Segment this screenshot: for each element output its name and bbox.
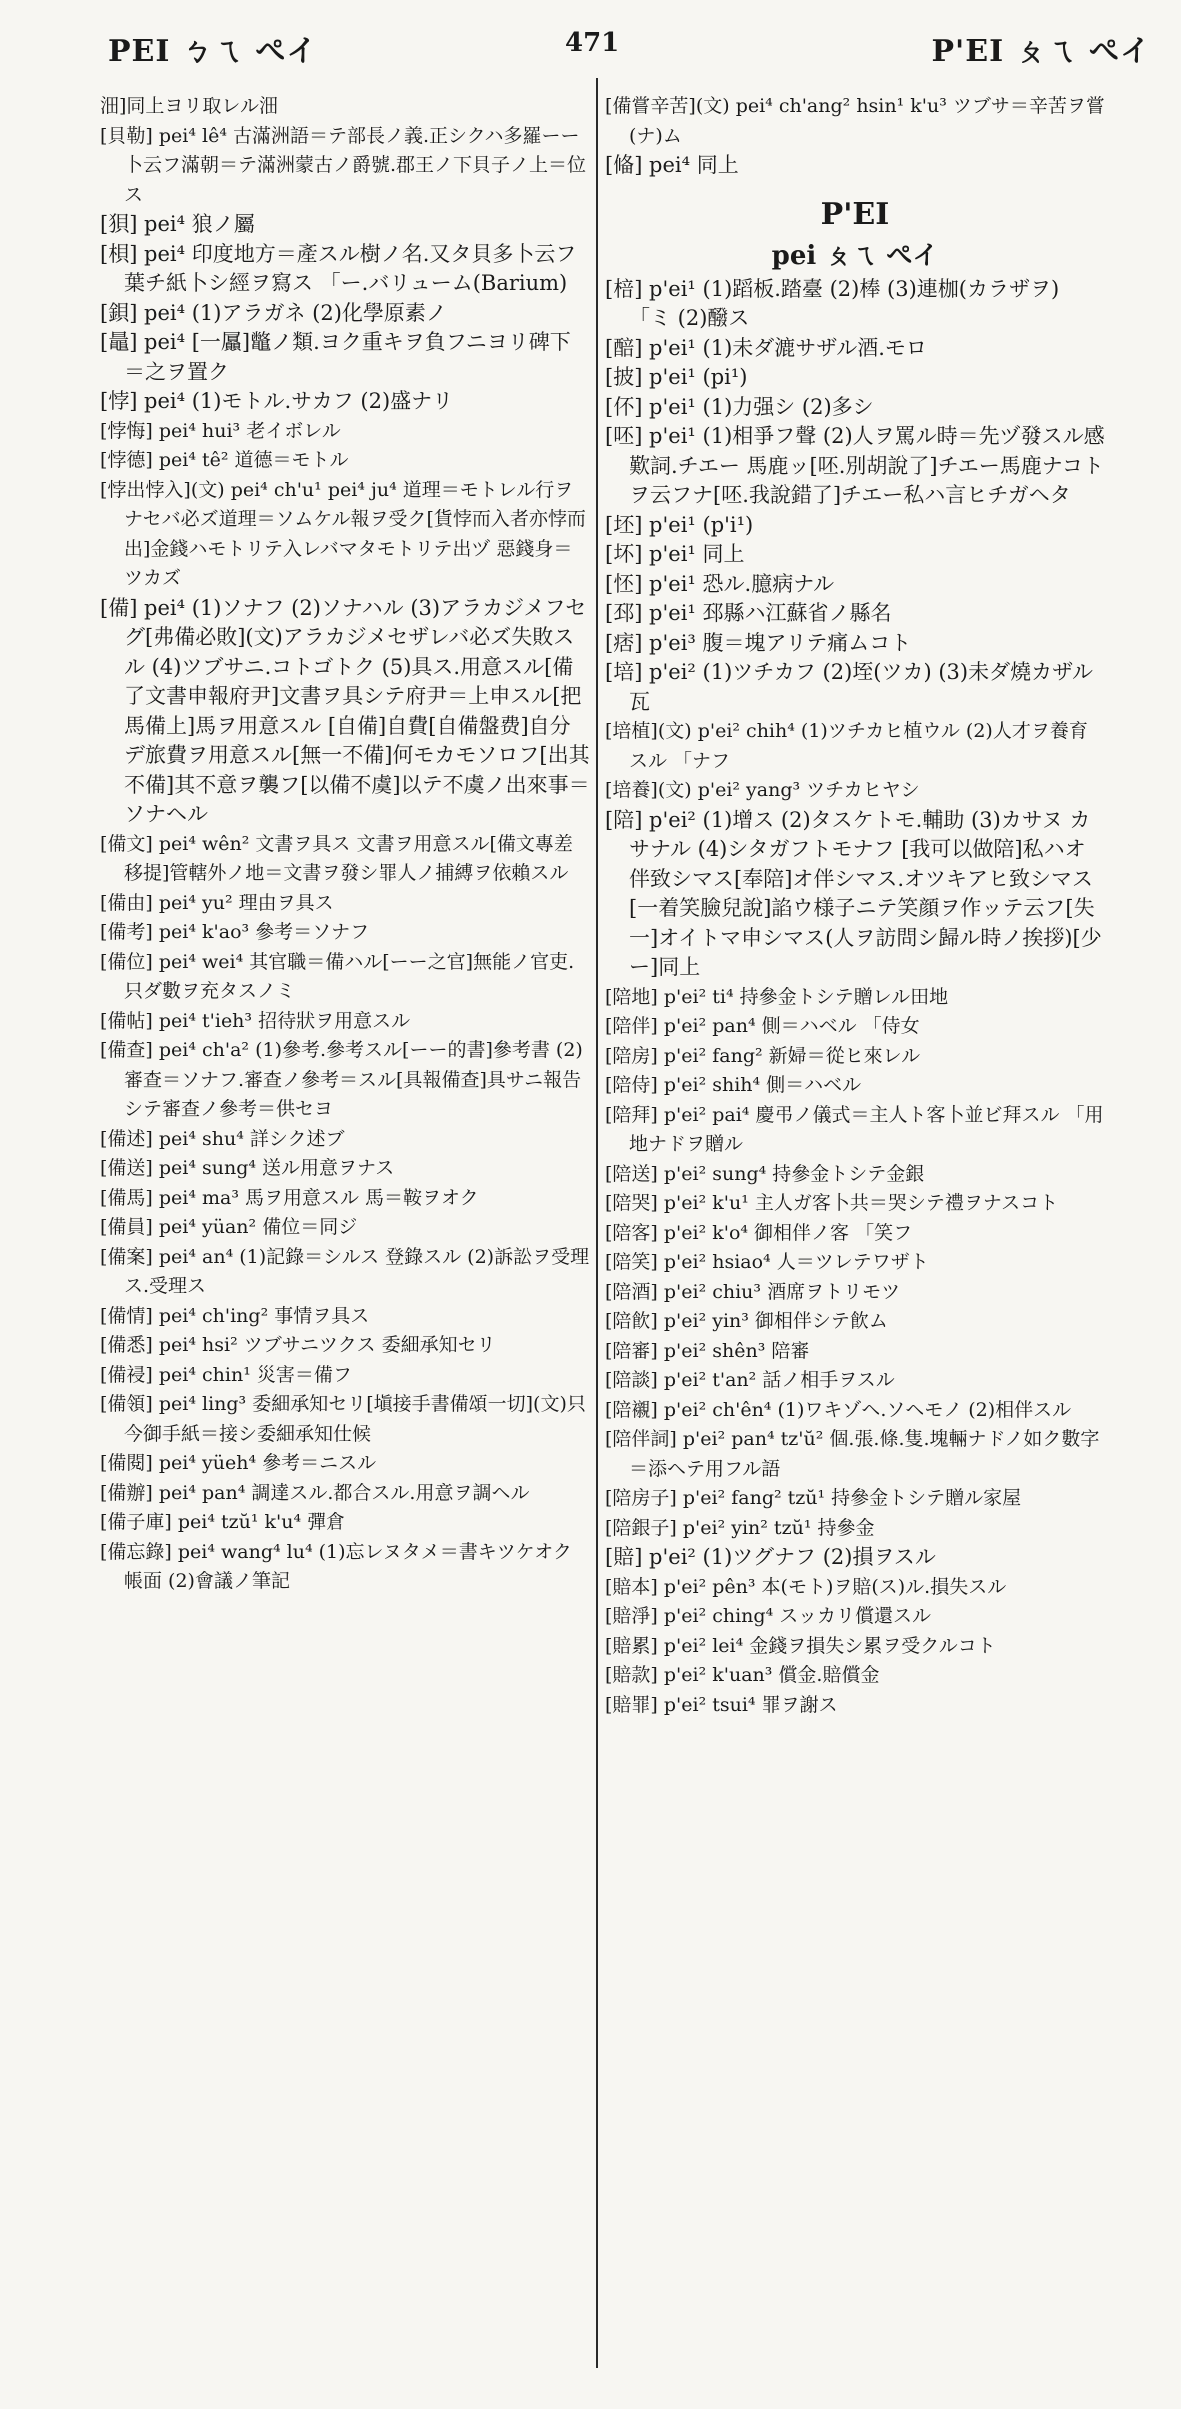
right-column	[605, 92, 1105, 1720]
dictionary-entry: [悖悔] pei⁴ hui³ 老イボレル	[100, 419, 341, 442]
dictionary-entry: [陪伴詞] p'ei² pan⁴ tz'ŭ² 個.張.條.隻.塊輛ナドノ如ク數字＝添ヘテ用フル語	[605, 1428, 1100, 1480]
dictionary-entry: [備嘗辛苦](文) pei⁴ ch'ang² hsin¹ k'u³ ツブサ＝辛苦ヲ嘗(ナ)ム	[605, 95, 1105, 147]
dictionary-entry: [狽] pei⁴ 狼ノ屬	[100, 212, 255, 236]
dictionary-entry: [陪酒] p'ei² chiu³ 酒席ヲトリモツ	[605, 1280, 901, 1303]
column-divider	[596, 78, 598, 2368]
dictionary-entry: [呸] p'ei¹ (1)相爭フ聲 (2)人ヲ罵ル時＝先ヅ發スル感歎詞.チエー 馬鹿ッ[呸.別胡說了]チエー馬鹿ナコトヲ云フナ[呸.我說錯了]チエー私ハ言ヒチガヘタ	[605, 424, 1105, 507]
dictionary-entry: [鼂] pei⁴ [一屭]鼈ノ類.ヨク重キヲ負フニヨリ碑下＝之ヲ置ク	[100, 330, 571, 384]
section-title: P'EI	[820, 196, 890, 232]
dictionary-entry: [備員] pei⁴ yüan² 備位＝同ジ	[100, 1216, 358, 1238]
dictionary-entry: [棓] p'ei¹ (1)蹈板.踏臺 (2)棒 (3)連枷(カラザヲ) 「ミ (2)醱ス	[605, 276, 1060, 330]
dictionary-entry: [陪銀子] p'ei² yin² tzŭ¹ 持參金	[605, 1516, 875, 1539]
dictionary-entry: [陪審] p'ei² shên³ 陪審	[605, 1339, 810, 1362]
dictionary-entry: [陪地] p'ei² ti⁴ 持參金トシテ贈レル田地	[605, 985, 949, 1008]
dictionary-entry: [備悉] pei⁴ hsi² ツブサニツクス 委細承知セリ	[100, 1334, 496, 1356]
dictionary-entry: [備閱] pei⁴ yüeh⁴ 參考＝ニスル	[100, 1452, 377, 1474]
dictionary-entry: [備馬] pei⁴ ma³ 馬ヲ用意スル 馬＝鞍ヲオク	[100, 1186, 479, 1209]
dictionary-entry: [賠淨] p'ei² ching⁴ スッカリ償還スル	[605, 1605, 932, 1627]
dictionary-entry: [賠本] p'ei² pên³ 本(モト)ヲ賠(ス)ル.損失スル	[605, 1575, 1007, 1598]
dictionary-entry: [備辦] pei⁴ pan⁴ 調達スル.都合スル.用意ヲ調ヘル	[100, 1481, 530, 1504]
dictionary-entry: [偹] pei⁴ 同上	[605, 153, 739, 177]
dictionary-entry: [備述] pei⁴ shu⁴ 詳シク述ブ	[100, 1127, 345, 1150]
dictionary-entry: [備位] pei⁴ wei⁴ 其官職＝備ハル[ーー之官]無能ノ官吏.只ダ數ヲ充タスノミ	[100, 950, 575, 1002]
dictionary-entry: [悖德] pei⁴ tê² 道德＝モトル	[100, 449, 349, 471]
dictionary-entry: [伓] p'ei¹ (1)力强シ (2)多シ	[605, 394, 874, 419]
dictionary-entry: [怌] p'ei¹ 恐ル.臆病ナル	[605, 571, 835, 596]
dictionary-entry: [賠款] p'ei² k'uan³ 償金.賠償金	[605, 1664, 880, 1686]
dictionary-entry: [培植](文) p'ei² chih⁴ (1)ツチカヒ植ウル (2)人才ヲ養育スル 「ナフ	[605, 720, 1088, 772]
dictionary-entry: [備] pei⁴ (1)ソナフ (2)ソナハル (3)アラカジメフセグ[弗備必敗](文)アラカジメセザレバ必ズ失敗スル (4)ツブサニ.コトゴトク (5)具ス.用意スル[備了文書申報府尹]文書ヲ具シテ府尹＝上申スル[把馬備上]馬ヲ用意スル [自備]自費[自備盤费]自分デ旅費ヲ用意スル[無一不備]何モカモソロフ[出其不備]其不意ヲ襲フ[以備不虞]以テ不虞ノ出來事＝ソナヘル	[100, 595, 590, 826]
dictionary-entry: [陪] p'ei² (1)增ス (2)タスケトモ.輔助 (3)カサヌ カサナル (4)シタガフトモナフ [我可以做陪]私ハオ伴致シマス[奉陪]オ伴シマス.オツキアヒ致シマス[一着笑臉兒說]諂ウ様子ニテ笑顔ヲ作ッテ云フ[失一]オイトマ申シマス(人ヲ訪問シ歸ル時ノ挨拶)[少ー]同上	[605, 807, 1102, 979]
header-right-romanization: P'EI ㄆㄟ ぺイ	[931, 34, 1151, 69]
dictionary-entry: [備帖] pei⁴ t'ieh³ 招待狀ヲ用意スル	[100, 1009, 411, 1032]
dictionary-entry: [陪談] p'ei² t'an² 話ノ相手ヲスル	[605, 1369, 895, 1391]
dictionary-entry: [備子庫] pei⁴ tzŭ¹ k'u⁴ 彈倉	[100, 1511, 346, 1533]
dictionary-entry: [賠累] p'ei² lei⁴ 金錢ヲ損失シ累ヲ受クルコト	[605, 1634, 996, 1657]
dictionary-entry: [備查] pei⁴ ch'a² (1)參考.參考スル[ーー的書]參考書 (2)審查＝ソナフ.審查ノ參考＝スル[具報備查]具サニ報告シテ審查ノ參考＝供セヨ	[100, 1039, 583, 1120]
dictionary-entry: [陪伴] p'ei² pan⁴ 側＝ハベル 「侍女	[605, 1015, 920, 1037]
dictionary-entry: [貝勒] pei⁴ lê⁴ 古滿洲語＝テ部長ノ義.正シクハ多羅ーー卜云フ滿朝＝テ滿洲蒙古ノ爵號.郡王ノ下貝子ノ上＝位ス	[100, 124, 587, 206]
header-left-romanization: PEI ㄅㄟ ぺイ	[108, 34, 318, 69]
dictionary-entry: [培] p'ei² (1)ツチカフ (2)垤(ツカ) (3)未ダ燒カザル瓦	[605, 660, 1094, 714]
dictionary-entry: [備文] pei⁴ wên² 文書ヲ具ス 文書ヲ用意スル[備文專差移提]管轄外ノ地＝文書ヲ發シ罪人ノ捕縛ヲ依賴スル	[100, 832, 573, 884]
dictionary-entry: [悖] pei⁴ (1)モトル.サカフ (2)盛ナリ	[100, 389, 454, 413]
dictionary-entry: [陪侍] p'ei² shih⁴ 側＝ハベル	[605, 1074, 862, 1096]
dictionary-entry: [賠] p'ei² (1)ツグナフ (2)損ヲスル	[605, 1545, 936, 1569]
section-subtitle: pei ㄆㄟ ぺイ	[771, 240, 939, 271]
dictionary-entry: [賠罪] p'ei² tsui⁴ 罪ヲ謝ス	[605, 1693, 838, 1716]
dictionary-entry: [悖出悖入](文) pei⁴ ch'u¹ pei⁴ ju⁴ 道理＝モトレル行ヲナセバ必ズ道理＝ソムケル報ヲ受ク[貨悖而入者亦悖而出]金錢ハモトリテ入レバマタモトリテ出ヅ 惡錢身＝ツカズ	[100, 478, 586, 589]
dictionary-entry: [陪送] p'ei² sung⁴ 持參金トシテ金銀	[605, 1162, 925, 1185]
page-header	[0, 18, 1181, 78]
dictionary-entry: [陪客] p'ei² k'o⁴ 御相伴ノ客 「笑フ	[605, 1221, 913, 1244]
dictionary-entry: [備由] pei⁴ yu² 理由ヲ具ス	[100, 891, 334, 914]
dictionary-entry: [披] p'ei¹ (pi¹)	[605, 365, 748, 389]
dictionary-entry: [備忘錄] pei⁴ wang⁴ lu⁴ (1)忘レヌタメ＝書キツケオク帳面 (2)會議ノ筆記	[100, 1540, 572, 1592]
dictionary-entry: [備案] pei⁴ an⁴ (1)記錄＝シルス 登錄スル (2)訴訟ヲ受理ス.受理ス	[100, 1245, 590, 1297]
dictionary-entry: [陪房子] p'ei² fang² tzŭ¹ 持參金トシテ贈ル家屋	[605, 1487, 1022, 1509]
dictionary-entry: [培養](文) p'ei² yang³ ツチカヒヤシ	[605, 779, 920, 801]
left-column	[100, 92, 590, 1597]
dictionary-entry: [陪哭] p'ei² k'u¹ 主人ガ客卜共＝哭シテ禮ヲナスコト	[605, 1192, 1059, 1214]
dictionary-entry: [備送] pei⁴ sung⁴ 送ル用意ヲナス	[100, 1157, 395, 1179]
dictionary-entry: [陪拜] p'ei² pai⁴ 慶弔ノ儀式＝主人ト客卜並ビ拜スル 「用地ナドヲ贈ル	[605, 1103, 1104, 1155]
dictionary-entry: [梖] pei⁴ 印度地方＝產スル樹ノ名.又タ貝多卜云フ葉チ紙卜シ經ヲ寫ス 「ー.バリューム(Barium)	[100, 241, 577, 295]
dictionary-entry: [備領] pei⁴ ling³ 委細承知セリ[塡接手書備頌一切](文)只今御手紙＝接シ委細承知仕候	[100, 1393, 586, 1445]
dictionary-entry: [備考] pei⁴ k'ao³ 參考＝ソナフ	[100, 921, 370, 943]
dictionary-entry: [陪飮] p'ei² yin³ 御相伴シテ飮ム	[605, 1310, 888, 1332]
dictionary-entry: [鋇] pei⁴ (1)アラガネ (2)化學原素ノ	[100, 300, 447, 325]
dictionary-entry: [坏] p'ei¹ 同上	[605, 542, 745, 566]
dictionary-entry: [陪房] p'ei² fang² 新婦＝從ヒ來レル	[605, 1044, 921, 1067]
dictionary-entry: [備祲] pei⁴ chin¹ 災害＝備フ	[100, 1363, 352, 1386]
dictionary-entry: [痞] p'ei³ 腹＝塊アリテ痛ムコト	[605, 630, 912, 655]
dictionary-entry: [邳] p'ei¹ 邳縣ハ江蘇省ノ縣名	[605, 601, 892, 625]
dictionary-entry: [備情] pei⁴ ch'ing² 事情ヲ具ス	[100, 1304, 370, 1327]
dictionary-entry: [醅] p'ei¹ (1)未ダ漉サザル酒.モロ	[605, 335, 927, 360]
dictionary-entry: [坯] p'ei¹ (p'i¹)	[605, 512, 754, 537]
dictionary-entry: 沺]同上ヨリ取レル沺	[100, 95, 278, 117]
dictionary-entry: [陪襯] p'ei² ch'ên⁴ (1)ワキゾヘ.ソヘモノ (2)相伴スル	[605, 1398, 1072, 1421]
page-number: 471	[565, 28, 620, 58]
dictionary-entry: [陪笑] p'ei² hsiao⁴ 人＝ツレテワザト	[605, 1251, 929, 1273]
